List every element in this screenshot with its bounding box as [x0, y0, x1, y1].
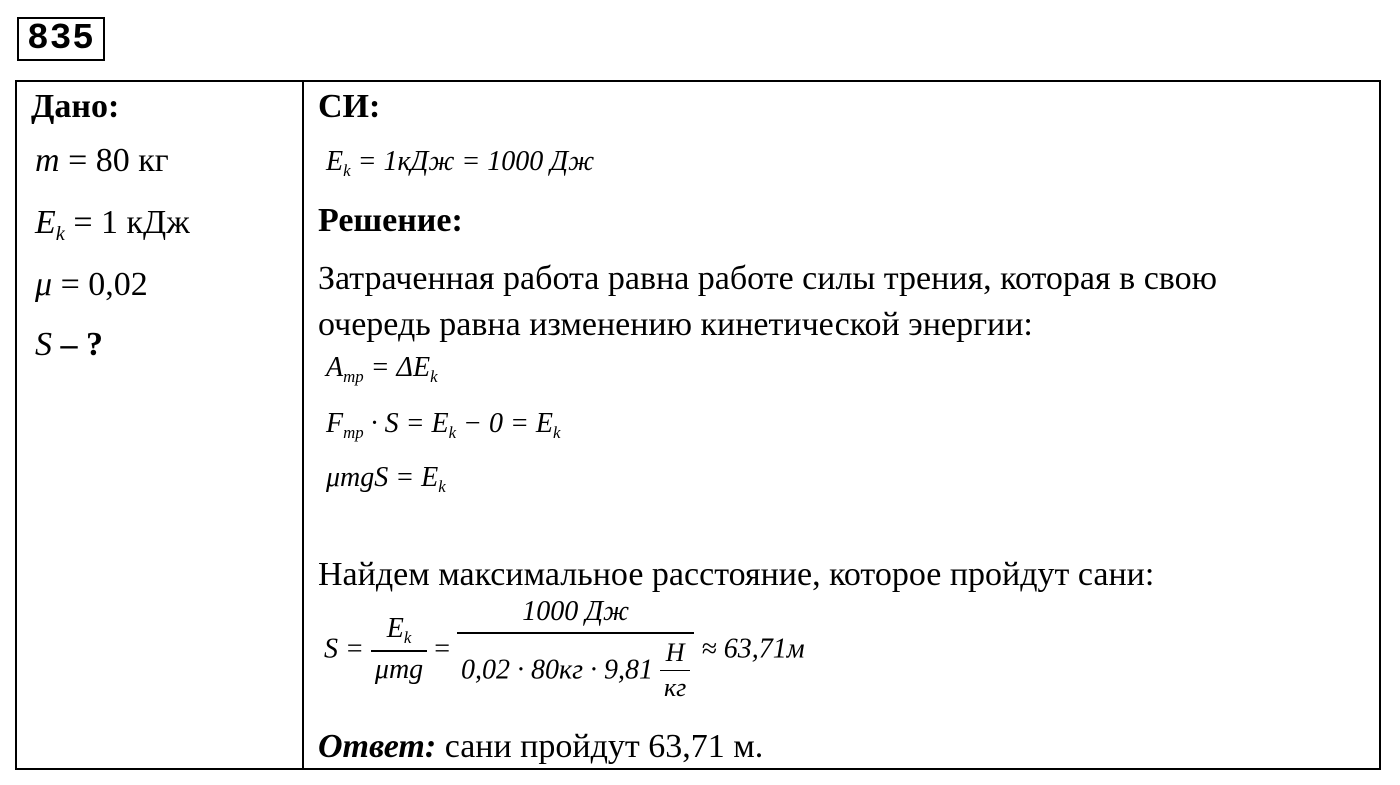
equation-final-distance: S = $\frac{E_k}{\text{μmg}}$ = 1000 Дж 0,02 · 80кг · 9,81 $\frac{Н}{кг}$ ≈ 63,71м: [324, 596, 805, 702]
si-formula: $E_k = 1кДж = 1000$ Дж: [326, 146, 595, 180]
solution-text-line-1: Затраченная работа равна работе силы трения, которая в свою: [318, 260, 1218, 297]
equation-friction-force: $F_{тр} \cdot S = E_k - 0 = E_k$: [326, 408, 561, 442]
solution-column: [304, 82, 1379, 768]
equation-work-energy: $A_{тр} = \Delta E_k$: [326, 352, 438, 386]
fraction-energy-over-mumg: $\frac{E_k}{\text{μmg}}$: [371, 613, 427, 686]
si-heading: СИ:: [318, 88, 381, 125]
fraction-numeric-substitution: 1000 Дж 0,02 · 80кг · 9,81 $\frac{Н}{кг}$: [457, 596, 694, 703]
solution-table: [15, 80, 1381, 770]
equation-mu-mgs: $\mu mgS = E_k$: [326, 462, 446, 496]
solution-text-line-3: Найдем максимальное расстояние, которое пройдут сани:: [318, 556, 1155, 593]
solution-text-line-2: очередь равна изменению кинетической энергии:: [318, 306, 1033, 343]
answer-label: Ответ:: [318, 728, 437, 765]
given-energy: $E_k = 1$ кДж: [35, 204, 190, 246]
given-mass: m = 80 кг: [35, 142, 169, 179]
solution-heading: Решение:: [318, 202, 463, 239]
given-heading: Дано:: [31, 88, 120, 125]
answer-text: сани пройдут 63,71 м.: [436, 728, 764, 765]
given-unknown-distance: S – ?: [35, 326, 103, 363]
given-column: [17, 82, 302, 768]
given-friction-coefficient: μ = 0,02: [35, 266, 148, 303]
problem-number: 835: [17, 17, 105, 61]
fraction-unit-newton-per-kg: $\frac{Н}{кг}$: [660, 638, 690, 703]
answer-line: [318, 728, 763, 766]
